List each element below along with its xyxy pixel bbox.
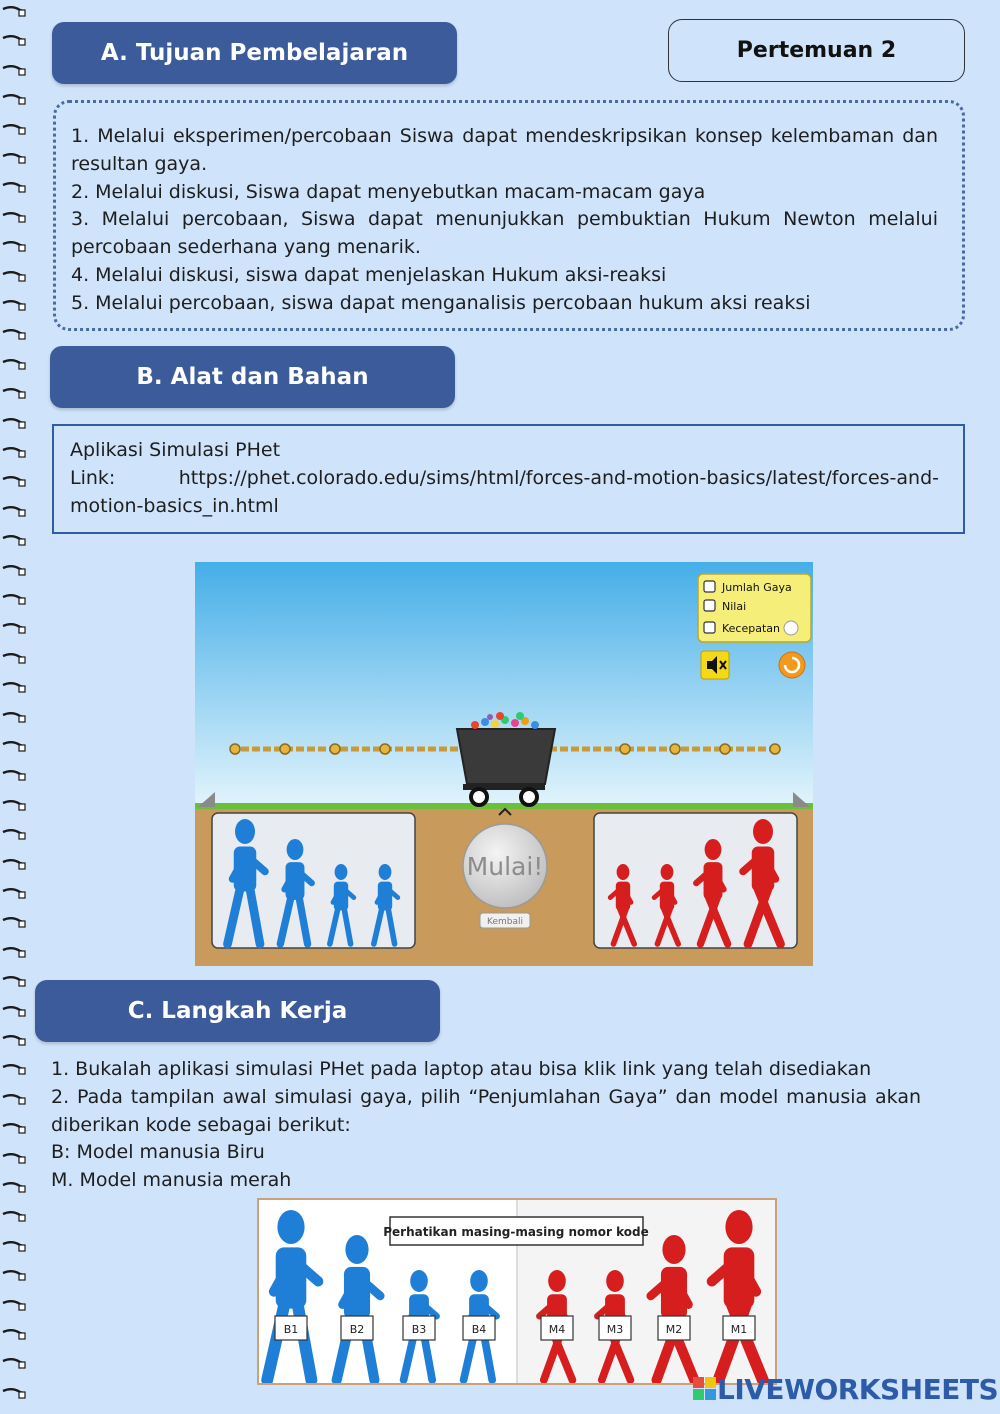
spiral-ring [2, 976, 26, 988]
spiral-ring [2, 1211, 26, 1223]
phet-simulation [195, 562, 813, 966]
logo-icon [693, 1377, 717, 1401]
code-label: B2 [349, 1323, 365, 1336]
objective-item: 5. Melalui percobaan, siswa dapat menganalisis percobaan hukum aksi reaksi [71, 291, 811, 314]
simulation-scene [195, 562, 813, 966]
code-label: B4 [471, 1323, 487, 1336]
spiral-ring [2, 1270, 26, 1282]
step-item: 1. Bukalah aplikasi simulasi PHet pada laptop atau bisa klik link yang telah disediakan [51, 1058, 872, 1080]
spiral-ring [2, 476, 26, 488]
spiral-ring [2, 1094, 26, 1106]
meeting-label-box [668, 19, 965, 82]
spiral-ring [2, 800, 26, 812]
spiral-ring [2, 859, 26, 871]
objective-item: 3. Melalui percobaan, Siswa dapat menunjukkan pembuktian Hukum Newton melalui percobaan sederhana yang menarik. [71, 208, 938, 259]
spiral-ring [2, 712, 26, 724]
spiral-ring [2, 741, 26, 753]
spiral-ring [2, 182, 26, 194]
spiral-ring [2, 623, 26, 635]
spiral-ring [2, 1035, 26, 1047]
spiral-ring [2, 271, 26, 283]
spiral-ring [2, 388, 26, 400]
checkbox-sum-label[interactable]: Jumlah Gaya [722, 581, 792, 594]
back-button[interactable]: Kembali [487, 917, 523, 927]
spiral-ring [2, 594, 26, 606]
materials-box [52, 424, 965, 534]
spiral-ring [2, 535, 26, 547]
spiral-ring [2, 447, 26, 459]
code-figure [257, 1198, 777, 1385]
spiral-ring [2, 1358, 26, 1370]
spiral-ring [2, 1388, 26, 1400]
code-label: M1 [730, 1323, 748, 1336]
logo-prefix: LIVE [717, 1372, 785, 1406]
spiral-ring [2, 6, 26, 18]
spiral-ring [2, 888, 26, 900]
reset-button[interactable] [779, 652, 805, 678]
logo-suffix: WORKSHEETS [784, 1372, 999, 1406]
spiral-ring [2, 124, 26, 136]
section-a-title: A. Tujuan Pembelajaran [100, 40, 409, 66]
start-button-label[interactable]: Mulai! [466, 852, 544, 881]
spiral-ring [2, 1182, 26, 1194]
code-figure-scene [259, 1200, 775, 1383]
code-caption: Perhatikan masing-masing nomor kode [383, 1225, 649, 1239]
spiral-ring [2, 359, 26, 371]
spiral-ring [2, 241, 26, 253]
link-url-part1[interactable]: https://phet.colorado.edu/sims/html/forces-and-motion-basics/latest/forces-and- [178, 466, 939, 489]
spiral-ring [2, 300, 26, 312]
section-b-header [50, 346, 455, 408]
code-label: M3 [606, 1323, 624, 1336]
meeting-label: Pertemuan 2 [736, 38, 897, 63]
link-url-part2[interactable]: motion-basics_in.html [70, 494, 279, 517]
spiral-ring [2, 1006, 26, 1018]
objective-item: 1. Melalui eksperimen/percobaan Siswa dapat mendeskripsikan konsep kelembaman dan resultan gaya. [71, 125, 938, 175]
spiral-ring [2, 682, 26, 694]
spiral-ring [2, 947, 26, 959]
spiral-ring [2, 829, 26, 841]
code-label: M2 [665, 1323, 683, 1336]
checkbox-speed-label[interactable]: Kecepatan [722, 622, 780, 635]
steps-list [51, 1056, 921, 1195]
code-label: B3 [411, 1323, 427, 1336]
section-a-header [52, 22, 457, 84]
section-c-header [35, 980, 440, 1042]
step-item: M. Model manusia merah [51, 1169, 292, 1192]
spiral-ring [2, 917, 26, 929]
spiral-ring [2, 506, 26, 518]
objectives-box [53, 100, 965, 331]
spiral-ring [2, 565, 26, 577]
spiral-ring [2, 35, 26, 47]
code-label: M4 [548, 1323, 566, 1336]
spiral-binding [0, 0, 30, 1414]
spiral-ring [2, 212, 26, 224]
liveworksheets-logo [693, 1372, 998, 1406]
spiral-ring [2, 329, 26, 341]
spiral-ring [2, 418, 26, 430]
spiral-ring [2, 1329, 26, 1341]
link-label: Link: [70, 466, 116, 489]
link-line[interactable] [70, 465, 939, 493]
spiral-ring [2, 653, 26, 665]
spiral-ring [2, 153, 26, 165]
code-label: B1 [283, 1323, 299, 1336]
objective-item: 2. Melalui diskusi, Siswa dapat menyebutkan macam-macam gaya [71, 180, 706, 203]
spiral-ring [2, 770, 26, 782]
spiral-ring [2, 1123, 26, 1135]
spiral-ring [2, 1153, 26, 1165]
app-name: Aplikasi Simulasi PHet [70, 439, 281, 461]
spiral-ring [2, 1064, 26, 1076]
section-b-title: B. Alat dan Bahan [136, 364, 369, 390]
spiral-ring [2, 1241, 26, 1253]
step-item: 2. Pada tampilan awal simulasi gaya, pilih “Penjumlahan Gaya” dan model manusia akan diberikan kode sebagai berikut: [51, 1085, 921, 1136]
section-c-title: C. Langkah Kerja [127, 998, 348, 1024]
spiral-ring [2, 94, 26, 106]
step-item: B: Model manusia Biru [51, 1141, 265, 1164]
objective-item: 4. Melalui diskusi, siswa dapat menjelaskan Hukum aksi-reaksi [71, 263, 667, 286]
spiral-ring [2, 65, 26, 77]
spiral-ring [2, 1300, 26, 1312]
checkbox-values-label[interactable]: Nilai [722, 600, 747, 613]
